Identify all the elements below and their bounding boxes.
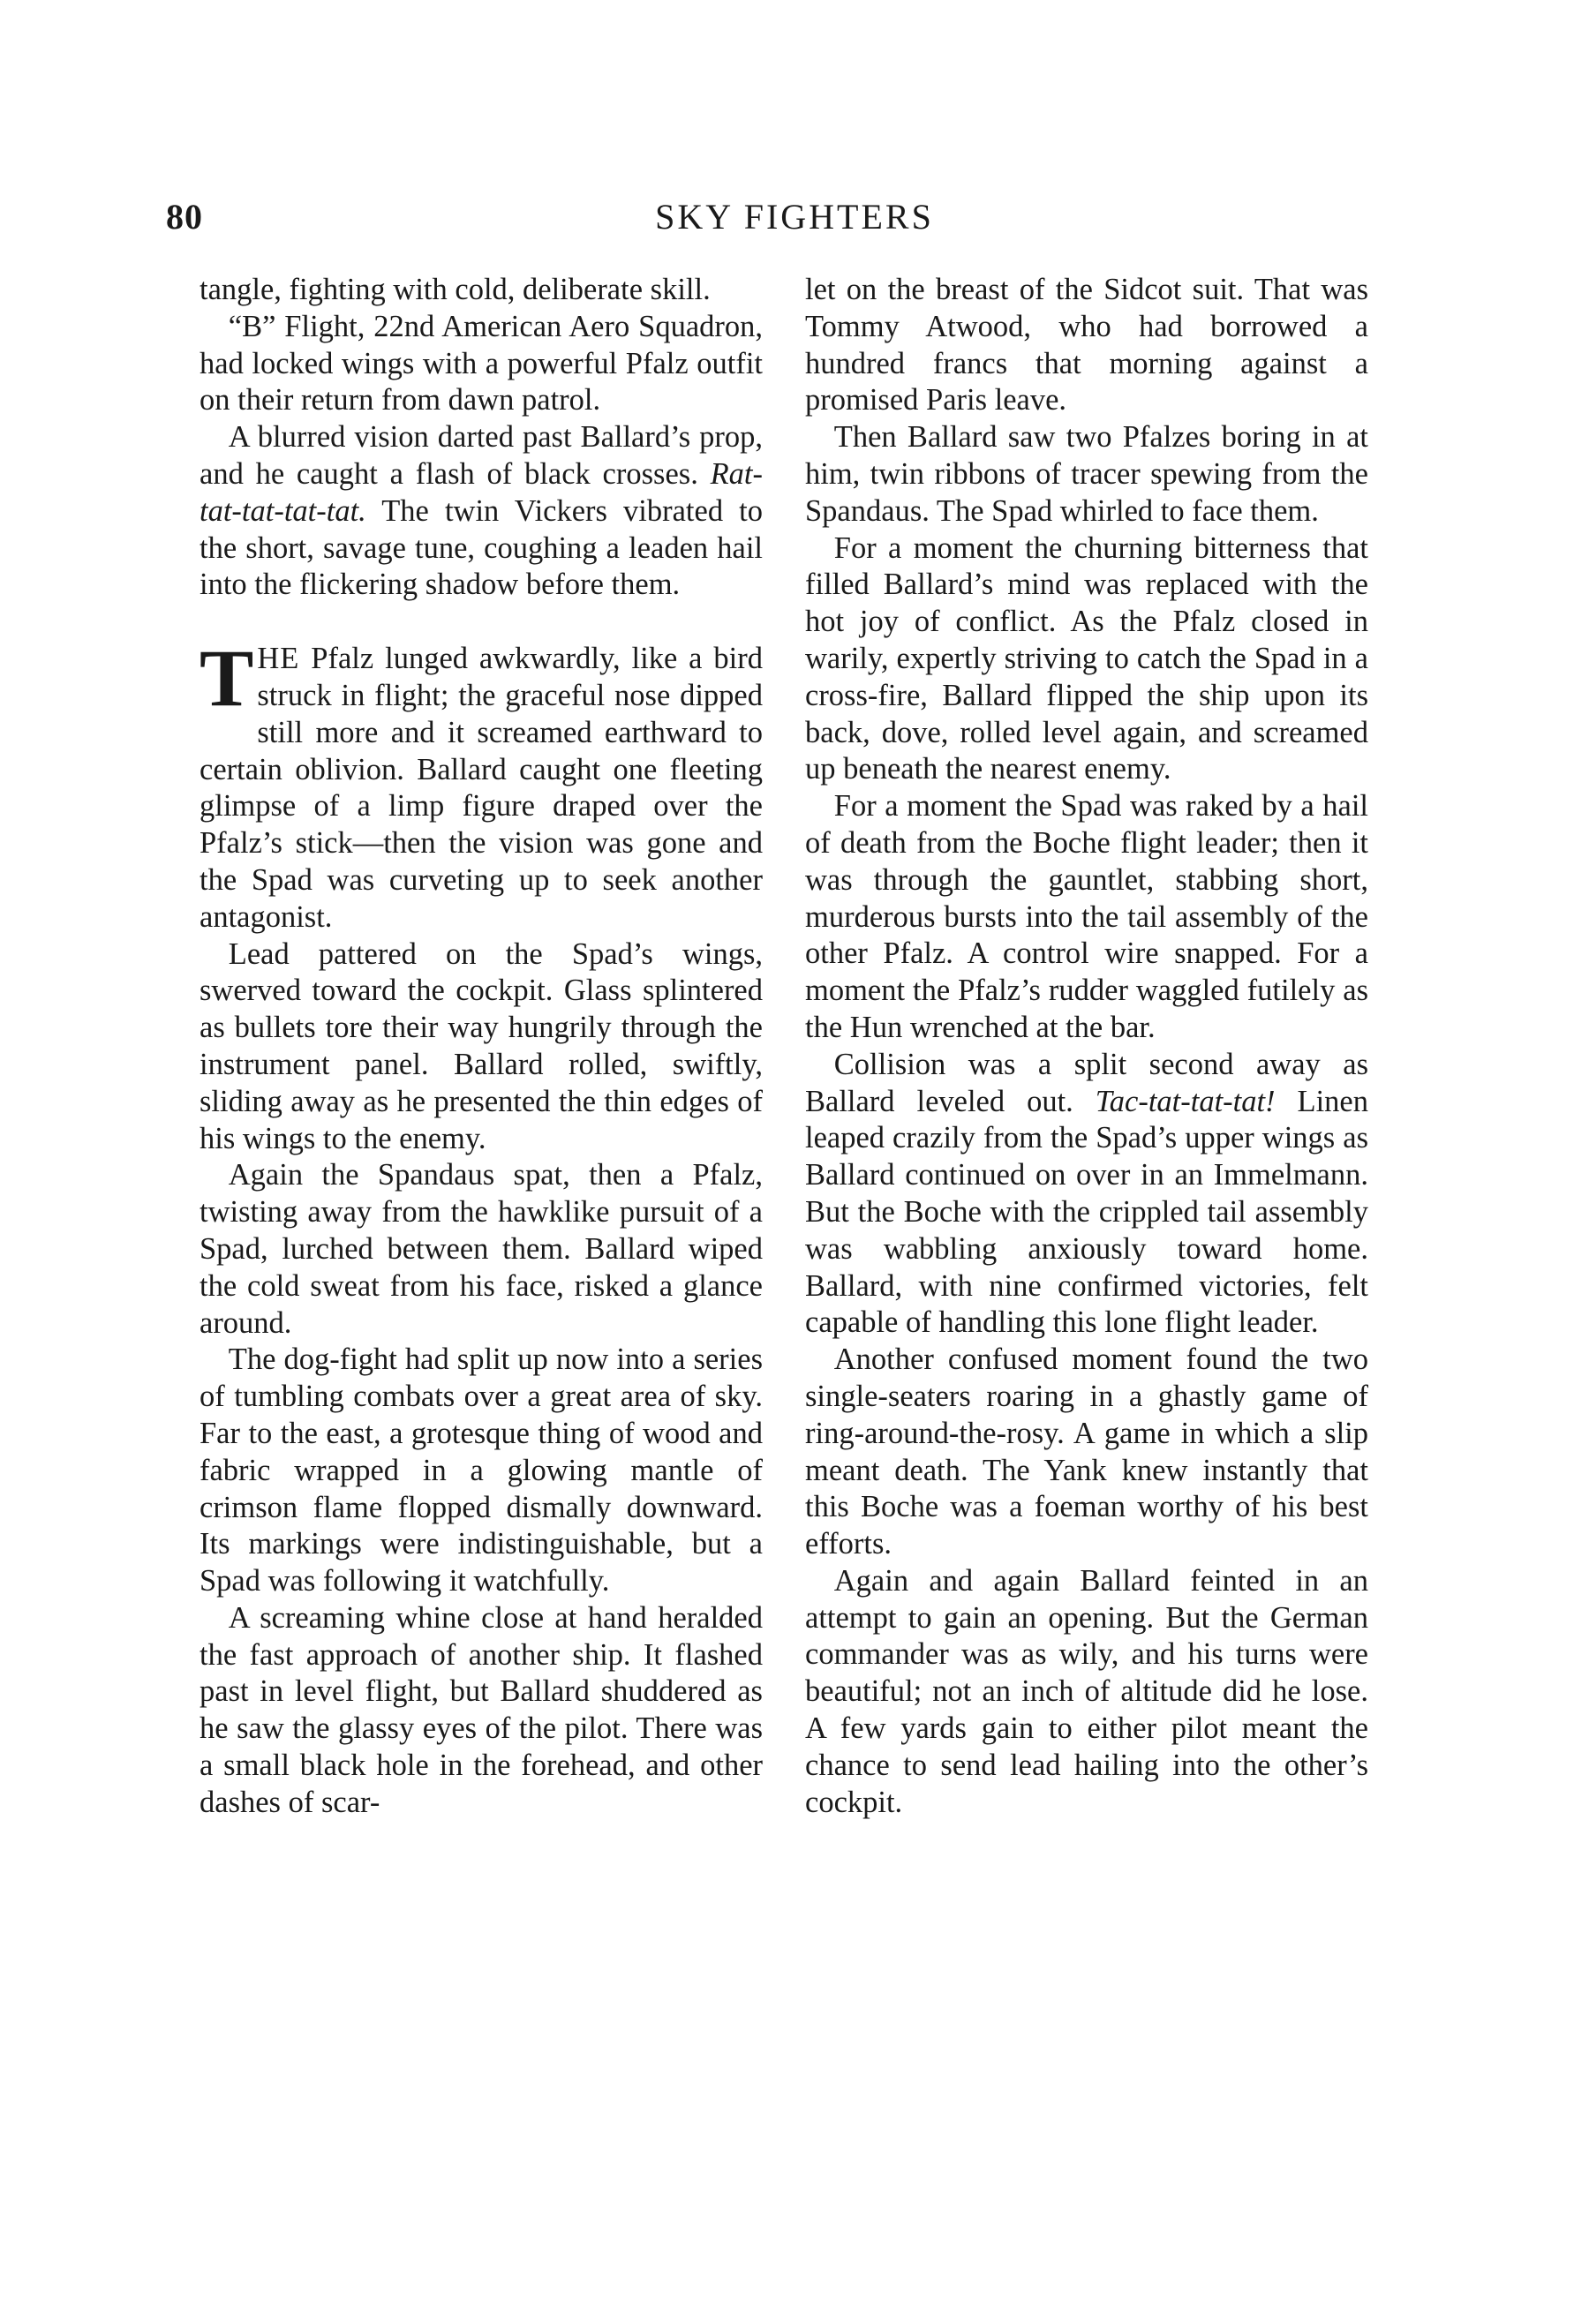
paragraph-text: Collision was a split second away as Ballard leveled out. (805, 1047, 1368, 1118)
section-opening-paragraph (200, 633, 763, 936)
paragraph: “B” Flight, 22nd American Aero Squadron, had locked wings with a powerful Pfalz outfit on their return from dawn patrol. (200, 309, 763, 417)
paragraph: For a moment the churning bitterness that filled Ballard’s mind was replaced with the hot joy of conflict. As the Pfalz closed in warily, expertly striving to catch the Spad in a cross-fire, Ballard flipped the ship upon its back, dove, rolled level again, and screamed up beneath the nearest enemy. (805, 530, 1368, 786)
small-caps-lead: HE (257, 642, 300, 676)
paragraph-text: The twin Vickers vibrated to the short, savage tune, coughing a leaden hail into the flickering shadow before them. (200, 493, 763, 602)
sound-effect-text: Rat-tat-tat-tat-tat. (200, 456, 763, 528)
paragraph-text: A blurred vision darted past Ballard’s prop, and he caught a flash of black crosses. (200, 420, 763, 491)
paragraph: Again and again Ballard feinted in an attempt to gain an opening. But the German commander was as wily, and his turns were beautiful; not an inch of altitude did he lose. A few yards gain to either pilot meant the chance to send lead hailing into the other’s cockpit. (805, 1563, 1368, 1819)
paragraph: The dog-fight had split up now into a series of tumbling combats over a great area of sky. Far to the east, a grotesque thing of wood and fabric wrapped in a glowing mantle of crimson flame flopped dismally downward. Its markings were indistinguishable, but a Spad was following it watchfully. (200, 1343, 763, 1598)
paragraph (805, 1047, 1368, 1342)
paragraph-text: Linen leaped crazily from the Spad’s upper wings as Ballard continued on over in an Immelmann. But the Boche with the crippled tail assembly was wabbling anxiously toward home. Ballard, with nine confirmed victories, felt capable of handling this lone flight leader. (805, 1084, 1368, 1340)
sound-effect-text: Tac-tat-tat-tat! (1095, 1084, 1276, 1118)
paragraph-text: Pfalz lunged awkwardly, like a bird struck in flight; the graceful nose dipped still more and it screamed earthward to certain oblivion. Ballard caught one fleeting glimpse of a limp figure draped over the Pfalz’s stick—then the vision was gone and the Spad was curveting up to seek another antagonist. (200, 642, 763, 934)
paragraph: Again the Spandaus spat, then a Pfalz, twisting away from the hawklike pursuit of a Spad, lurched between them. Ballard wiped the cold sweat from his face, risked a glance around. (200, 1158, 763, 1340)
paragraph: Then Ballard saw two Pfalzes boring in at him, twin ribbons of tracer spewing from the Spandaus. The Spad whirled to face them. (805, 420, 1368, 528)
paragraph: For a moment the Spad was raked by a hail of death from the Boche flight leader; then it was through the gauntlet, stabbing short, murderous bursts into the tail assembly of the other Pfalz. A control wire snapped. For a moment the Pfalz’s rudder waggled futilely as the Hun wrenched at the bar. (805, 789, 1368, 1044)
paragraph: Another confused moment found the two single-seaters roaring in a ghastly game of ring-around-the-rosy. A game in which a slip meant death. The Yank knew instantly that this Boche was a foeman worthy of his best efforts. (805, 1343, 1368, 1561)
paragraph: A screaming whine close at hand heralded the fast approach of another ship. It flashed past in level flight, but Ballard shuddered as he saw the glassy eyes of the pilot. There was a small black hole in the forehead, and other dashes of scar- (200, 1600, 763, 1819)
left-column (200, 272, 763, 1822)
running-title: SKY FIGHTERS (655, 197, 934, 237)
paragraph: tangle, fighting with cold, deliberate skill. (200, 273, 711, 306)
drop-cap: T (200, 633, 254, 724)
paragraph (200, 419, 763, 604)
paragraph: let on the breast of the Sidcot suit. That was Tommy Atwood, who had borrowed a hundred francs that morning against a promised Paris leave. (805, 273, 1368, 417)
right-column (805, 272, 1368, 1821)
paragraph: Lead pattered on the Spad’s wings, swerved toward the cockpit. Glass splintered as bullets tore their way hungrily through the instrument panel. Ballard rolled, swiftly, sliding away as he presented the thin edges of his wings to the enemy. (200, 936, 763, 1155)
page-number: 80 (166, 197, 203, 237)
